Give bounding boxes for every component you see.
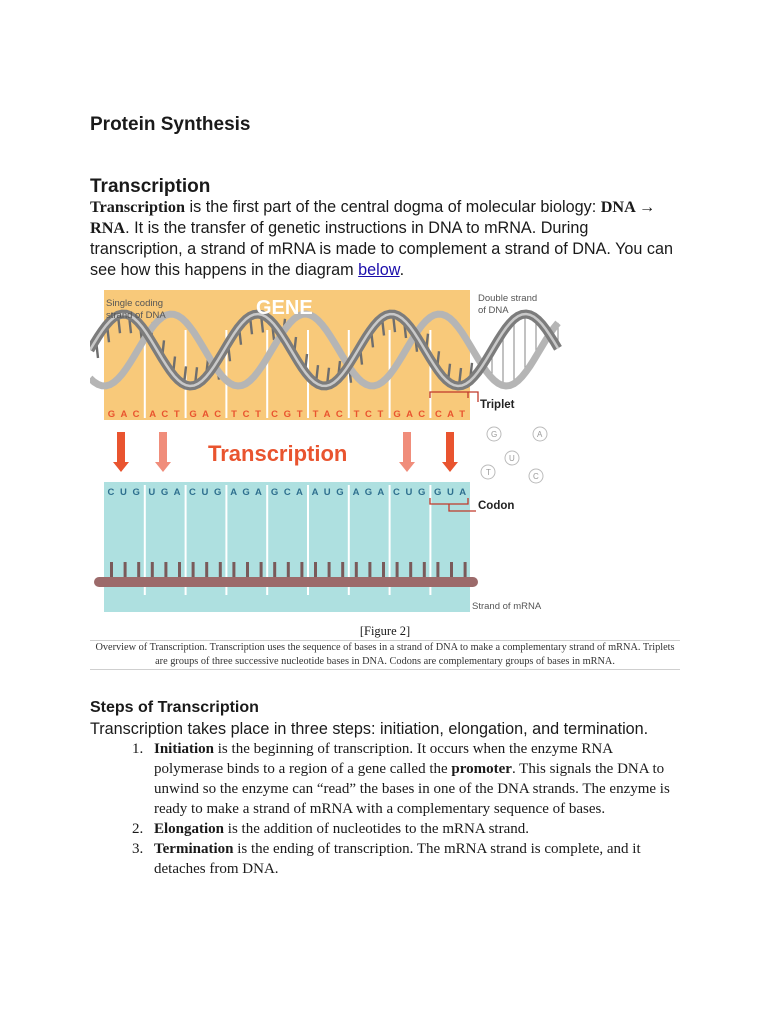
mrna-tooth <box>246 562 249 579</box>
mrna-tooth <box>355 562 358 579</box>
mrna-tooth <box>124 562 127 579</box>
figure-caption: Overview of Transcription. Transcription uses the sequence of bases in a strand of DNA to make a complementary strand of mRNA. Triplets are groups of three successive nucleotide bases in DNA. Codons are complementary groups of bases in mRNA. <box>90 640 680 670</box>
mrna-tooth <box>450 562 453 579</box>
arrow-3 <box>399 432 415 472</box>
mrna-strand-label: Strand of mRNA <box>472 601 542 612</box>
mrna-codon: A G A <box>352 487 386 498</box>
list-item <box>90 739 680 819</box>
dna-triplet: G A C <box>189 409 223 420</box>
double-strand-label-line2: of DNA <box>478 305 509 316</box>
base-letter: C <box>533 472 539 481</box>
step-term: Initiation <box>154 741 215 757</box>
transcription-diagram <box>90 290 568 615</box>
mrna-tooth <box>396 562 399 579</box>
step-term: Termination <box>154 841 234 857</box>
list-number: 2. <box>132 821 144 837</box>
base-letter: T <box>486 468 491 477</box>
dna-triplet: T A C <box>312 409 345 420</box>
mrna-tooth <box>341 562 344 579</box>
step-text: is the ending of transcription. The mRNA strand is complete, and it detaches from DNA. <box>154 841 641 877</box>
mrna-tooth <box>300 562 303 579</box>
dna-triplet: C A T <box>434 409 467 420</box>
mrna-tooth <box>151 562 154 579</box>
mrna-codon: A U G <box>311 487 346 498</box>
list-item <box>90 839 680 879</box>
mrna-codon: A G A <box>230 487 264 498</box>
list-item <box>90 819 680 839</box>
mrna-tooth <box>164 562 167 579</box>
base-letter: A <box>537 430 543 439</box>
dna-triplet: C G T <box>271 409 305 420</box>
mrna-codon: G C A <box>270 487 305 498</box>
mrna-tooth <box>314 562 317 579</box>
arrow-2 <box>155 432 171 472</box>
mrna-tooth <box>273 562 276 579</box>
mrna-codon: C U G <box>189 487 223 498</box>
mrna-codon: C U G <box>393 487 427 498</box>
mrna-tooth <box>368 562 371 579</box>
mrna-tooth <box>192 562 195 579</box>
intro-end: . <box>399 261 405 279</box>
figure-number: [Figure 2] <box>359 624 411 638</box>
list-number: 1. <box>132 741 144 757</box>
mrna-backbone <box>94 577 478 587</box>
step-term: Elongation <box>154 821 225 837</box>
intro-text-2: . It is the transfer of genetic instructions in DNA to mRNA. During transcription, a strand of mRNA is made to complement a strand of DNA. You can see how this happens in the diagram <box>90 219 674 279</box>
intro-paragraph <box>90 197 680 281</box>
step-text: . This signals the DNA to unwind so the enzyme can “read” the bases in one of the DNA strands. The enzyme is ready to make a strand of mRNA with a complementary sequence of bases. <box>154 761 670 817</box>
mrna-tooth <box>328 562 331 579</box>
mrna-codon: G U A <box>434 487 468 498</box>
mrna-tooth <box>178 562 181 579</box>
mrna-tooth <box>232 562 235 579</box>
mrna-tooth <box>436 562 439 579</box>
dna-triplet-row <box>108 409 467 420</box>
page-title: Protein Synthesis <box>90 114 251 135</box>
mrna-tooth <box>464 562 467 579</box>
base-letter: U <box>509 454 515 463</box>
mrna-tooth <box>110 562 113 579</box>
dna-triplet: G A C <box>393 409 427 420</box>
mrna-tooth <box>382 562 385 579</box>
mrna-tooth <box>287 562 290 579</box>
nucleotide-bases-icon <box>481 427 547 483</box>
single-strand-label-line2: strand of DNA <box>106 310 166 321</box>
base-letter: G <box>491 430 498 439</box>
list-number: 3. <box>132 841 144 857</box>
arrow-4 <box>442 432 458 472</box>
dna-triplet: T C T <box>353 409 385 420</box>
triplet-label: Triplet <box>480 399 515 411</box>
mrna-codon: C U G <box>107 487 142 498</box>
transcription-label: Transcription <box>208 441 348 466</box>
double-strand-label-line1: Double strand <box>478 293 538 304</box>
step-text: is the addition of nucleotides to the mRNA strand. <box>224 821 529 837</box>
steps-intro: Transcription takes place in three steps: initiation, elongation, and termination. <box>90 720 649 738</box>
gene-label: GENE <box>256 297 313 319</box>
intro-term-transcription: Transcription <box>90 198 186 216</box>
below-link[interactable]: below <box>358 261 400 279</box>
mrna-tooth <box>260 562 263 579</box>
arrow-1 <box>113 432 129 472</box>
dna-triplet: T C T <box>231 409 263 420</box>
single-strand-label-line1: Single coding <box>106 298 164 309</box>
steps-list <box>90 739 680 879</box>
mrna-codon-row <box>107 487 467 498</box>
mrna-codon: U G A <box>148 487 182 498</box>
intro-term-dna-rna: DNA → RNA <box>90 198 656 237</box>
mrna-tooth <box>219 562 222 579</box>
section-heading: Transcription <box>90 176 211 197</box>
dna-triplet: G A C <box>107 409 141 420</box>
mrna-tooth <box>137 562 140 579</box>
mrna-tooth <box>423 562 426 579</box>
codon-label: Codon <box>478 500 515 512</box>
step-term-promoter: promoter <box>451 761 512 777</box>
mrna-tooth <box>205 562 208 579</box>
step-text: is the beginning of transcription. It occurs when the enzyme RNA polymerase binds to a region of a gene called the <box>154 741 613 777</box>
dna-triplet: A C T <box>149 409 182 420</box>
steps-heading: Steps of Transcription <box>90 699 259 716</box>
mrna-region <box>104 482 470 612</box>
intro-text-1: is the first part of the central dogma of molecular biology: <box>185 198 601 216</box>
mrna-tooth <box>409 562 412 579</box>
